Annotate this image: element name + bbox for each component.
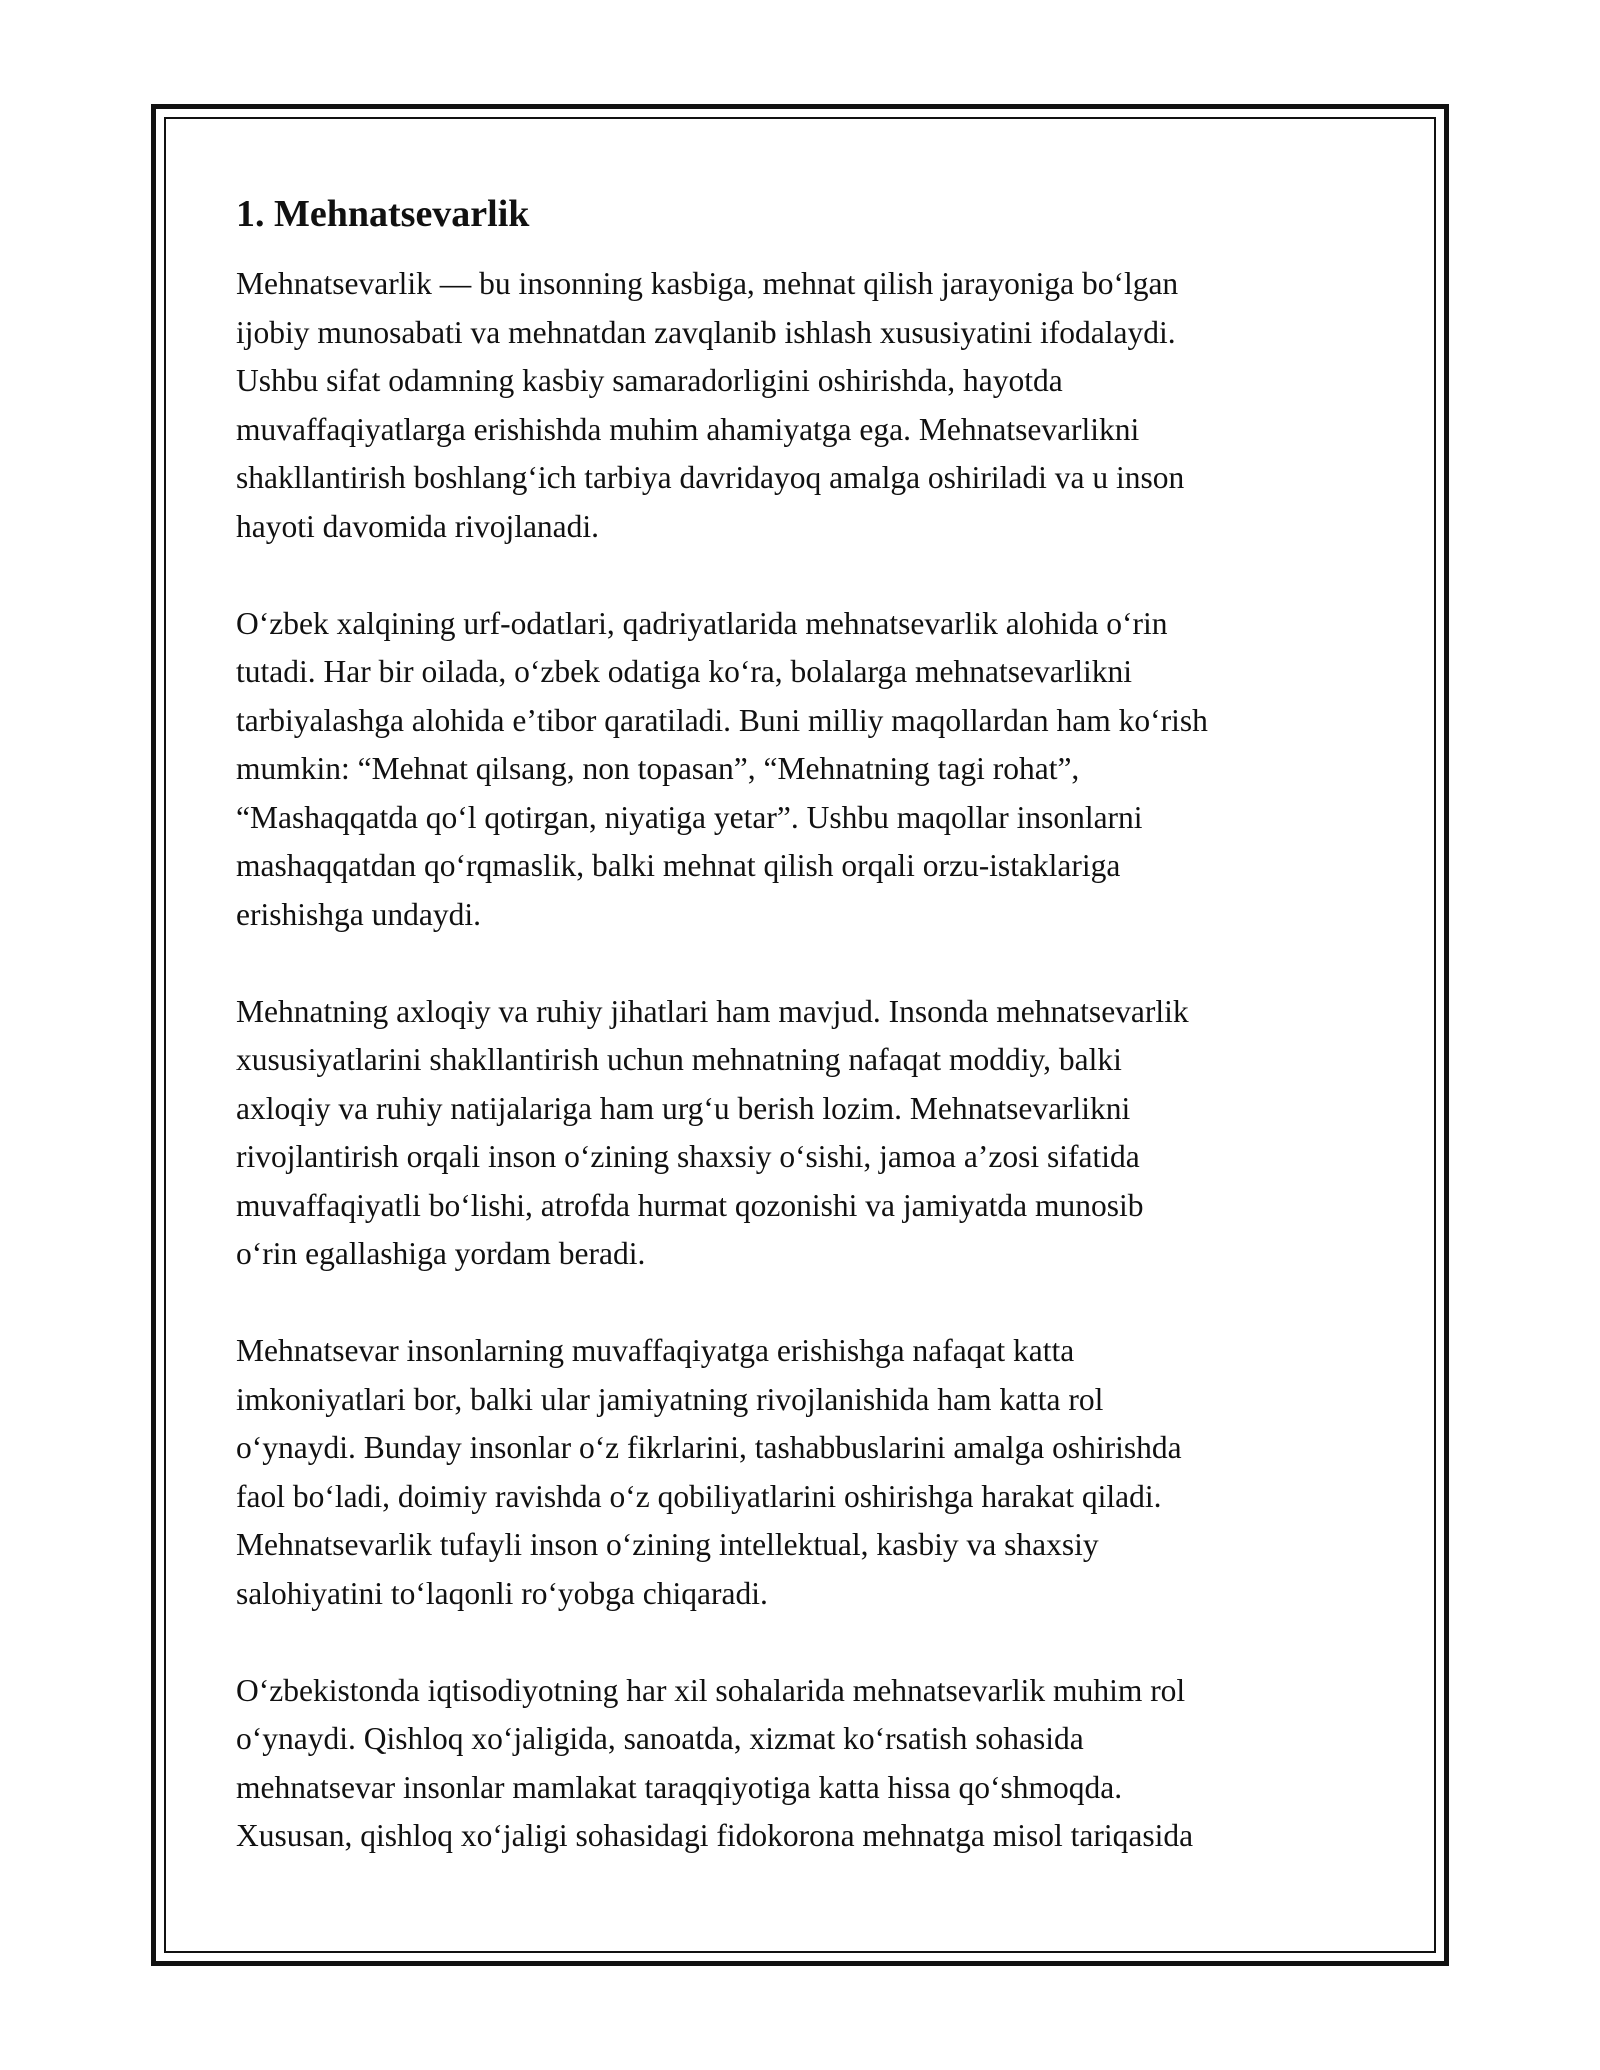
section-heading: 1. Mehnatsevarlik: [236, 193, 530, 235]
paragraph-line: tutadi. Har bir oilada, oʻzbek odatiga koʻra, bolalarga mehnatsevarlikni: [236, 654, 1132, 689]
paragraph-list: [236, 260, 1376, 1861]
body-paragraph: [236, 1667, 1376, 1861]
paragraph-line: Mehnatsevarlik tufayli inson oʻzining intellektual, kasbiy va shaxsiy: [236, 1527, 1099, 1562]
paragraph-line: imkoniyatlari bor, balki ular jamiyatning rivojlanishida ham katta rol: [236, 1381, 1104, 1417]
paragraph-line: muvaffaqiyatli boʻlishi, atrofda hurmat qozonishi va jamiyatda munosib: [236, 1187, 1144, 1223]
paragraph-line: Ushbu sifat odamning kasbiy samaradorligini oshirishda, hayotda: [236, 363, 1063, 398]
body-paragraph: [236, 260, 1376, 551]
paragraph-line: muvaffaqiyatlarga erishishda muhim ahamiyatga ega. Mehnatsevarlikni: [236, 411, 1140, 447]
paragraph-line: oʻynaydi. Bunday insonlar oʻz fikrlarini, tashabbuslarini amalga oshirishda: [236, 1430, 1182, 1465]
paragraph-line: erishishga undaydi.: [236, 896, 481, 932]
paragraph-line: Xususan, qishloq xoʻjaligi sohasidagi fidokorona mehnatga misol tariqasida: [236, 1818, 1194, 1853]
paragraph-line: Mehnatsevar insonlarning muvaffaqiyatga erishishga nafaqat katta: [236, 1333, 1075, 1368]
paragraph-line: oʻrin egallashiga yordam beradi.: [236, 1236, 646, 1271]
body-paragraph: [236, 988, 1376, 1279]
paragraph-line: ijobiy munosabati va mehnatdan zavqlanib ishlash xususiyatini ifodalaydi.: [236, 314, 1176, 350]
paragraph-line: mehnatsevar insonlar mamlakat taraqqiyotiga katta hissa qoʻshmoqda.: [236, 1769, 1123, 1805]
paragraph-line: rivojlantirish orqali inson oʻzining shaxsiy oʻsishi, jamoa aʼzosi sifatida: [236, 1139, 1140, 1174]
paragraph-line: mumkin: “Mehnat qilsang, non topasan”, “Mehnatning tagi rohat”,: [236, 751, 1080, 786]
paragraph-line: tarbiyalashga alohida eʼtibor qaratiladi. Buni milliy maqollardan ham koʻrish: [236, 702, 1208, 738]
body-paragraph: [236, 600, 1376, 940]
body-paragraph: [236, 1327, 1376, 1618]
paragraph-line: hayoti davomida rivojlanadi.: [236, 508, 600, 544]
document-body: [236, 188, 1376, 1909]
paragraph-line: salohiyatini toʻlaqonli roʻyobga chiqaradi.: [236, 1575, 768, 1611]
paragraph-line: oʻynaydi. Qishloq xoʻjaligida, sanoatda, xizmat koʻrsatish sohasida: [236, 1721, 1084, 1756]
paragraph-line: axloqiy va ruhiy natijalariga ham urgʻu berish lozim. Mehnatsevarlikni: [236, 1090, 1131, 1126]
paragraph-line: xususiyatlarini shakllantirish uchun mehnatning nafaqat moddiy, balki: [236, 1042, 1122, 1077]
paragraph-line: Oʻzbekistonda iqtisodiyotning har xil sohalarida mehnatsevarlik muhim rol: [236, 1672, 1186, 1708]
paragraph-line: mashaqqatdan qoʻrqmaslik, balki mehnat qilish orqali orzu-istaklariga: [236, 848, 1121, 883]
paragraph-line: Mehnatning axloqiy va ruhiy jihatlari ham mavjud. Insonda mehnatsevarlik: [236, 993, 1189, 1029]
paragraph-line: Mehnatsevarlik — bu insonning kasbiga, mehnat qilish jarayoniga boʻlgan: [236, 266, 1179, 301]
paragraph-line: Oʻzbek xalqining urf-odatlari, qadriyatlarida mehnatsevarlik alohida oʻrin: [236, 605, 1168, 641]
paragraph-line: faol boʻladi, doimiy ravishda oʻz qobiliyatlarini oshirishga harakat qiladi.: [236, 1478, 1162, 1514]
paragraph-line: “Mashaqqatda qoʻl qotirgan, niyatiga yetar”. Ushbu maqollar insonlarni: [236, 799, 1143, 835]
paragraph-line: shakllantirish boshlangʻich tarbiya davridayoq amalga oshiriladi va u inson: [236, 460, 1185, 495]
